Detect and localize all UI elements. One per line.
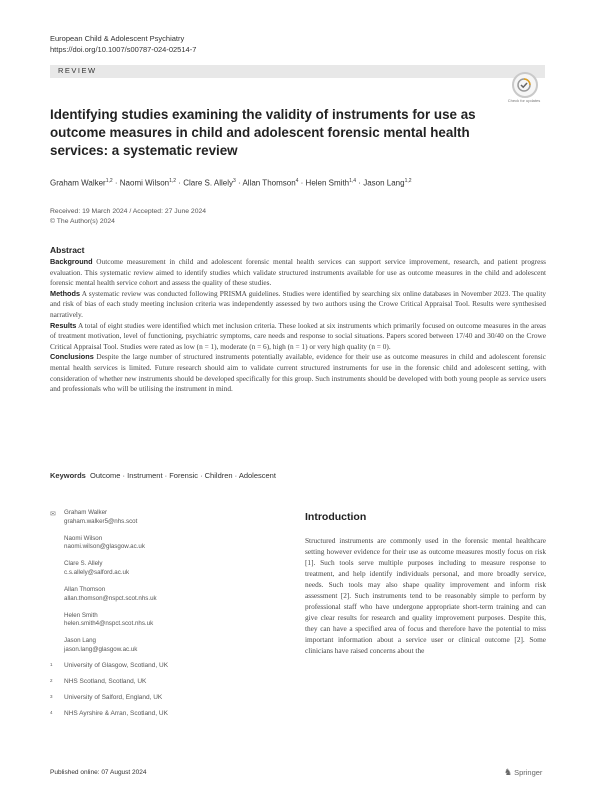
article-title: Identifying studies examining the validity of instruments for use as outcome measures in child and adolescent forensic mental health services: a systematic review (50, 107, 476, 158)
received-accepted-dates: Received: 19 March 2024 / Accepted: 27 June 2024 (50, 208, 207, 215)
introduction-text: Structured instruments are commonly used in the forensic mental healthcare setting however evidence for their use as outcome measures mostly focus on risk [1]. Such tools serve multiple purposes including to measure response to treatment, and help identify individuals personal, and more broadly service, needs. Such tools may also shape quality improvement and inform risk assessment [2]. Such instruments tend to be reasonably simple to perform by professional staff who have undergone appropriate short-term training and can give clear results for research and quality improvement purposes. Despite this, they can have a specified area of focus and therefore have the potential to miss important information about a service user or clinical outcome [2]. Some clinicians have raised concerns about the (305, 536, 546, 655)
abstract-body (50, 257, 546, 395)
author-list: Graham Walker$^{1,2}$ · Naomi Wilson$^{1,2}$ · Clare S. Allely$^3$ · Allan Thomson$^4$ · Helen Smith$^{1,4}$ · Jason Lang$^{1,2}$ (50, 178, 412, 188)
author-contacts (50, 509, 280, 663)
article-type-bar (50, 65, 545, 78)
contact-entry (64, 586, 280, 603)
author-name[interactable]: Naomi Wilson (119, 178, 170, 188)
affiliation-number: 4 (50, 709, 53, 715)
contact-email[interactable]: naomi.wilson@glasgow.ac.uk (64, 543, 145, 551)
check-for-updates-icon[interactable] (512, 72, 538, 98)
publisher-logo (504, 767, 542, 778)
affiliation-item (50, 678, 280, 687)
keywords-label: Keywords (50, 471, 86, 480)
introduction-heading: Introduction (305, 511, 367, 523)
contact-email[interactable]: c.s.allely@salford.ac.uk (64, 568, 130, 576)
affiliation-item (50, 694, 280, 703)
springer-horse-icon: ♞ (504, 767, 513, 777)
contact-entry (64, 509, 280, 526)
published-online-date: Published online: 07 August 2024 (50, 769, 147, 776)
envelope-icon: ✉ (50, 511, 56, 518)
author-affiliation-ref: 4 (295, 178, 299, 184)
contact-email[interactable]: helen.smith4@nspct.scot.nhs.uk (64, 620, 154, 628)
affiliation-text: University of Salford, England, UK (64, 693, 163, 701)
author-affiliation-ref: 1,2 (404, 178, 412, 184)
abstract-conclusions-label: Conclusions (50, 352, 94, 362)
abstract-methods-label: Methods (50, 288, 80, 298)
author-name[interactable]: Graham Walker (50, 178, 106, 188)
contact-name: Jason Lang (64, 637, 96, 645)
author-affiliation-ref: 1,2 (105, 178, 113, 184)
abstract-results-text: A total of eight studies were identified which met inclusion criteria. These looked at six instruments which primarily focused on outcome measures in the areas of treatment motivation, level of functioning, psychiatric symptoms, care needs and response to social situations. Papers scored between 17/40 and 30/40 on the Crowe Critical Appraisal Tool. Studies were rated as low (n = 1), moderate (n = 6), high (n = 1) or very high quality (n = 0). (50, 320, 547, 351)
contact-name: Graham Walker (64, 509, 108, 516)
author-name[interactable]: Allan Thomson (242, 178, 296, 188)
abstract-conclusions (50, 352, 546, 394)
contact-entry (64, 560, 280, 577)
abstract-results (50, 321, 546, 353)
article-type-label: REVIEW (58, 66, 97, 75)
contact-entry (64, 535, 280, 552)
author-affiliation-ref: 1,4 (349, 178, 357, 184)
author-affiliation-ref: 3 (232, 178, 236, 184)
author-name[interactable]: Jason Lang (363, 178, 405, 188)
contact-email[interactable]: jason.lang@glasgow.ac.uk (64, 646, 138, 654)
contact-email[interactable]: allan.thomson@nspct.scot.nhs.uk (64, 594, 157, 602)
contact-entry (64, 612, 280, 629)
copyright-notice: © The Author(s) 2024 (50, 217, 115, 225)
contact-name: Allan Thomson (64, 586, 106, 594)
abstract-heading: Abstract (50, 245, 85, 255)
abstract-methods (50, 289, 546, 321)
check-for-updates-label[interactable]: Check for updates (507, 98, 541, 103)
affiliation-text: NHS Scotland, Scotland, UK (64, 677, 147, 685)
abstract-background-text: Outcome measurement in child and adolescent forensic mental health services can support service improvement, research, and patient progress evaluation. This systematic review aimed to identify studies which validate structured instruments available for use as outcome measures in the child and adolescent forensic mental health service cohort and assess the quality of these studies. (50, 257, 547, 288)
journal-name: European Child & Adolescent Psychiatry (50, 34, 185, 43)
keywords (50, 471, 276, 480)
contact-name: Naomi Wilson (64, 534, 103, 542)
contact-name: Clare S. Allely (64, 560, 103, 568)
article-dates (50, 207, 206, 226)
affiliations (50, 662, 280, 726)
affiliation-item (50, 710, 280, 719)
affiliation-number: 3 (50, 693, 53, 699)
author-name[interactable]: Helen Smith (305, 178, 350, 188)
affiliation-number: 1 (50, 662, 53, 667)
affiliation-number: 2 (50, 677, 53, 683)
abstract-conclusions-text: Despite the large number of structured instruments potentially available, evidence for their use as outcome measures in child and adolescent forensic mental health services is limited. Future research should aim to validate current structured instruments for use in the forensic child and adolescent setting, with consideration of whether new instruments should be developed specifically for this group. Such instruments should be developed with both young people as service users and professionals who will be utilising the instrument in mind. (50, 352, 546, 394)
affiliation-text: NHS Ayrshire & Arran, Scotland, UK (64, 709, 168, 717)
journal-doi[interactable]: https://doi.org/10.1007/s00787-024-02514-7 (50, 45, 197, 54)
abstract-background-label: Background (50, 257, 93, 266)
affiliation-item (50, 662, 280, 671)
abstract-background (50, 257, 546, 289)
publisher-name: Springer (514, 768, 543, 777)
keywords-list: Outcome · Instrument · Forensic · Children · Adolescent (90, 471, 276, 480)
affiliation-text: University of Glasgow, Scotland, UK (64, 662, 169, 669)
abstract-methods-text: A systematic review was conducted following PRISMA guidelines. Studies were identified by searching six online databases in November 2023. The quality and risk of bias of each study meeting inclusion criteria was independently assessed by two authors using the Crowe Critical Appraisal Tool. Results were synthesised narratively. (50, 288, 547, 319)
contact-email[interactable]: graham.walker5@nhs.scot (64, 517, 138, 525)
abstract-results-label: Results (50, 320, 77, 330)
author-name[interactable]: Clare S. Allely (183, 178, 233, 188)
contact-entry (64, 637, 280, 654)
author-affiliation-ref: 1,2 (169, 178, 177, 184)
journal-header (50, 33, 196, 55)
contact-name: Helen Smith (64, 611, 98, 619)
